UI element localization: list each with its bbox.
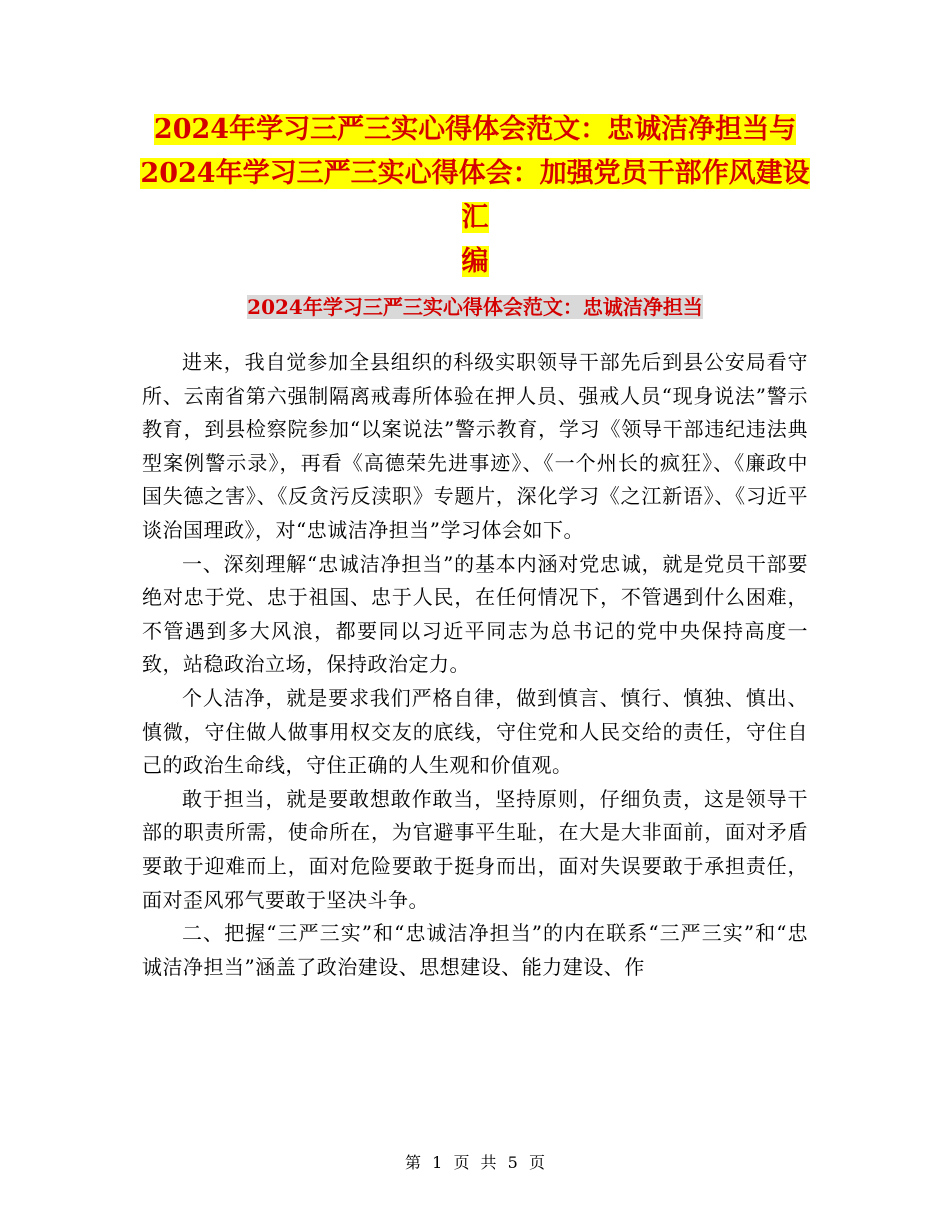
document-title: [140, 108, 810, 284]
footer-page-number: 1: [432, 1153, 443, 1172]
page-footer: [0, 1150, 950, 1173]
footer-page-prefix: 第: [405, 1153, 422, 1172]
paragraph: 进来，我自觉参加全县组织的科级实职领导干部先后到县公安局看守所、云南省第六强制隔离戒毒所体验在押人员、强戒人员“现身说法”警示教育，到县检察院参加“以案说法”警示教育，学习《领导干部违纪违法典型案例警示录》，再看《高德荣先进事迹》、《一个州长的疯狂》、《廉政中国失德之害》、《反贪污反渎职》专题片，深化学习《之江新语》、《习近平谈治国理政》，对“忠诚洁净担当”学习体会如下。: [142, 350, 808, 542]
footer-page-mid: 页: [453, 1153, 470, 1172]
paragraph: 一、深刻理解“忠诚洁净担当”的基本内涵对党忠诚，就是党员干部要绝对忠于党、忠于祖国、忠于人民，在任何情况下，不管遇到什么困难，不管遇到多大风浪，都要同以习近平同志为总书记的党中央保持高度一致，站稳政治立场，保持政治定力。: [142, 551, 808, 677]
footer-total-pages: 5: [507, 1153, 518, 1172]
document-body: [142, 346, 808, 984]
title-line-3-text: 编: [461, 246, 489, 277]
title-line-3: [140, 240, 810, 284]
title-line-1: [140, 108, 810, 152]
section-title: [140, 290, 810, 324]
section-title-text: 2024年学习三严三实心得体会范文：忠诚洁净担当: [247, 295, 703, 319]
footer-total-prefix: 共: [480, 1153, 497, 1172]
paragraph: 敢于担当，就是要敢想敢作敢当，坚持原则，仔细负责，这是领导干部的职责所需，使命所在，为官避事平生耻，在大是大非面前，面对矛盾要敢于迎难而上，面对危险要敢于挺身而出，面对失误要敢于承担责任，面对歪风邪气要敢于坚决斗争。: [142, 786, 808, 912]
title-line-1-text: 2024年学习三严三实心得体会范文：忠诚洁净担当与: [153, 114, 797, 145]
title-line-2: [140, 152, 810, 240]
paragraph: 二、把握“三严三实”和“忠诚洁净担当”的内在联系“三严三实”和“忠诚洁净担当”涵盖了政治建设、思想建设、能力建设、作: [142, 921, 808, 979]
paragraph: 个人洁净，就是要求我们严格自律，做到慎言、慎行、慎独、慎出、慎微，守住做人做事用权交友的底线，守住党和人民交给的责任，守住自己的政治生命线，守住正确的人生观和价值观。: [142, 685, 808, 778]
title-line-2-text: 2024年学习三严三实心得体会：加强党员干部作风建设汇: [140, 158, 810, 233]
footer-total-suffix: 页: [528, 1153, 545, 1172]
